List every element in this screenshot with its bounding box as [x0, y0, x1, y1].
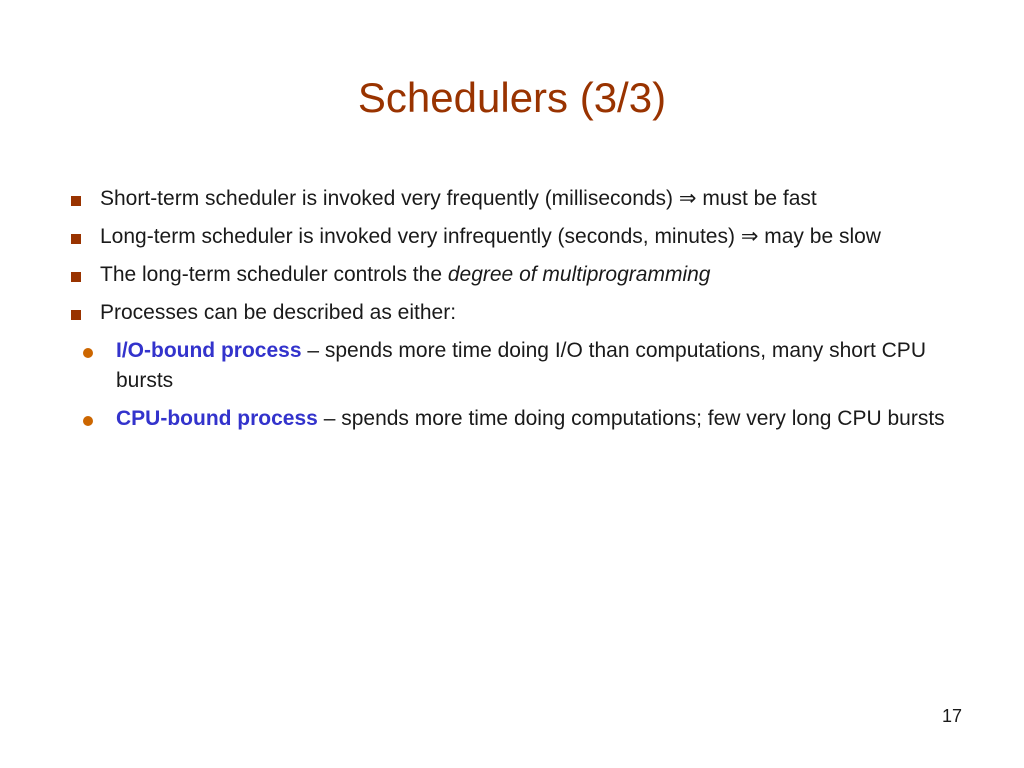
cpu-bound-description: – spends more time doing computations; few very long CPU bursts [317, 407, 945, 430]
round-bullet-icon [83, 348, 93, 358]
io-bound-term: I/O-bound process [116, 339, 302, 362]
square-bullet-icon [71, 310, 81, 320]
square-bullet-icon [71, 234, 81, 244]
io-bound-description: – spends more time doing I/O than computations, many short CPU bursts [116, 339, 926, 392]
bullet-item-short-term [70, 184, 970, 214]
bullet-text-continuation: must be fast [696, 187, 817, 210]
sub-bullet-cpu-bound [70, 404, 970, 434]
slide-number: 17 [941, 706, 962, 726]
sub-bullet-list [100, 336, 970, 434]
bullet-text: Short-term scheduler is invoked very frequently (milliseconds) [100, 187, 679, 210]
square-bullet-icon [71, 272, 81, 282]
round-bullet-icon [83, 416, 93, 426]
implies-arrow-icon: ⇒ [678, 187, 697, 210]
bullet-item-processes [70, 298, 970, 434]
bullet-list [70, 184, 970, 442]
bullet-text: Long-term scheduler is invoked very infrequently (seconds, minutes) [100, 225, 741, 248]
bullet-text-continuation: may be slow [758, 225, 881, 248]
bullet-text: Processes can be described as either: [100, 301, 457, 324]
bullet-item-long-term [70, 222, 970, 252]
bullet-item-multiprogramming [70, 260, 970, 290]
square-bullet-icon [71, 196, 81, 206]
slide-title: Schedulers (3/3) [357, 74, 667, 121]
emphasized-term: degree of multiprogramming [447, 263, 711, 286]
sub-bullet-io-bound [70, 336, 970, 396]
bullet-text: The long-term scheduler controls the [100, 263, 448, 286]
implies-arrow-icon: ⇒ [740, 225, 759, 248]
cpu-bound-term: CPU-bound process [116, 407, 318, 430]
